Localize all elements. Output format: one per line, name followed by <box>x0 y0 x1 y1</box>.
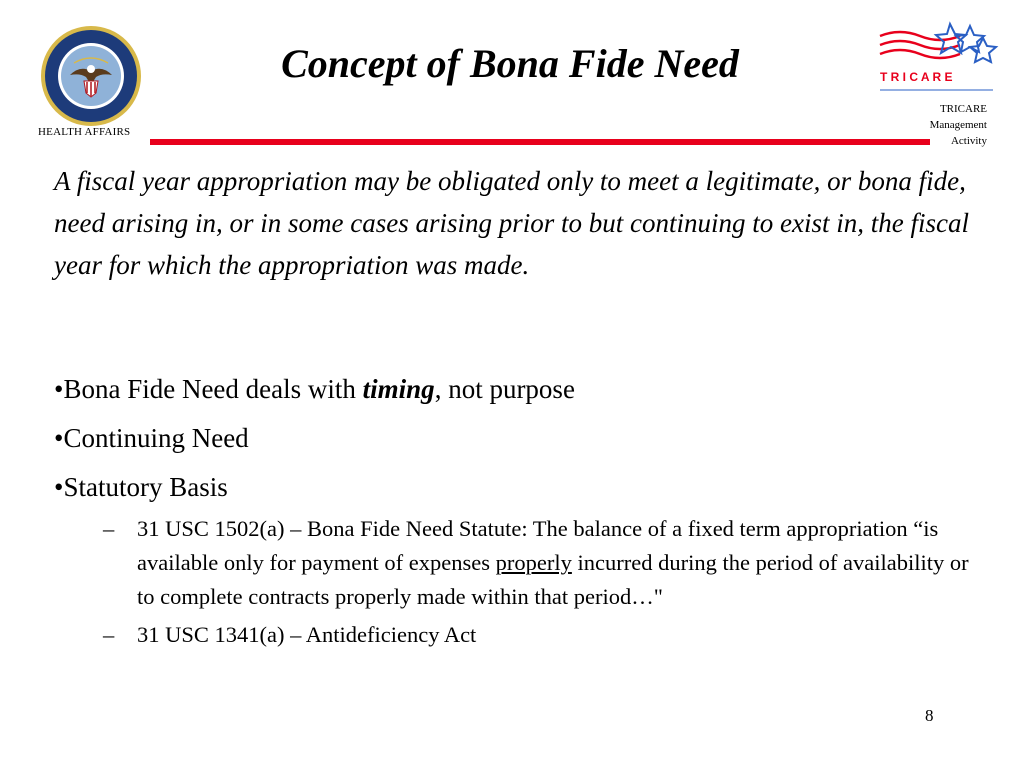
title-divider <box>150 139 930 145</box>
bullet-statutory-basis: •Statutory Basis <box>54 472 228 502</box>
health-affairs-caption: HEALTH AFFAIRS <box>38 126 131 138</box>
caption-line: TRICARE <box>939 103 987 115</box>
sub-bullet-text: 31 USC 1502(a) – Bona Fide Need Statute: The balance of a fixed term appropriation “is available only for payment of expenses <box>137 516 939 575</box>
page-title: Concept of Bona Fide Need <box>281 41 739 86</box>
tricare-logo-icon <box>875 18 1000 98</box>
dod-seal-icon <box>40 25 142 127</box>
emphasis-text: timing <box>362 374 435 404</box>
bullet-text: , not purpose <box>434 374 575 404</box>
page-number: 8 <box>925 706 934 725</box>
tricare-logo-text: T R I C A R E <box>880 70 953 84</box>
caption-line: Management <box>929 119 987 131</box>
bullet-continuing-need: •Continuing Need <box>54 423 249 453</box>
bullet-timing <box>54 365 974 414</box>
sub-bullet-1341 <box>103 618 983 652</box>
bullet-list <box>54 365 974 512</box>
sub-bullet-text: 31 USC 1341(a) – Antideficiency Act <box>137 622 477 647</box>
sub-bullet-list <box>103 512 983 656</box>
lead-paragraph: A fiscal year appropriation may be obligated only to meet a legitimate, or bona fide, need arising in, or in some cases arising prior to but continuing to exist in, the fiscal year for which the appropriation was made. <box>54 166 969 280</box>
dash-marker: – <box>103 622 115 647</box>
caption-line: Activity <box>950 135 987 147</box>
tricare-management-activity-caption <box>867 101 987 149</box>
sub-bullet-text: incurred during the period of availability or to complete contracts properly made within that period…" <box>137 550 969 609</box>
sub-bullet-1502 <box>103 512 983 614</box>
underlined-text: properly <box>495 550 572 575</box>
bullet-text: •Bona Fide Need deals with <box>54 374 363 404</box>
dash-marker: – <box>103 516 115 541</box>
